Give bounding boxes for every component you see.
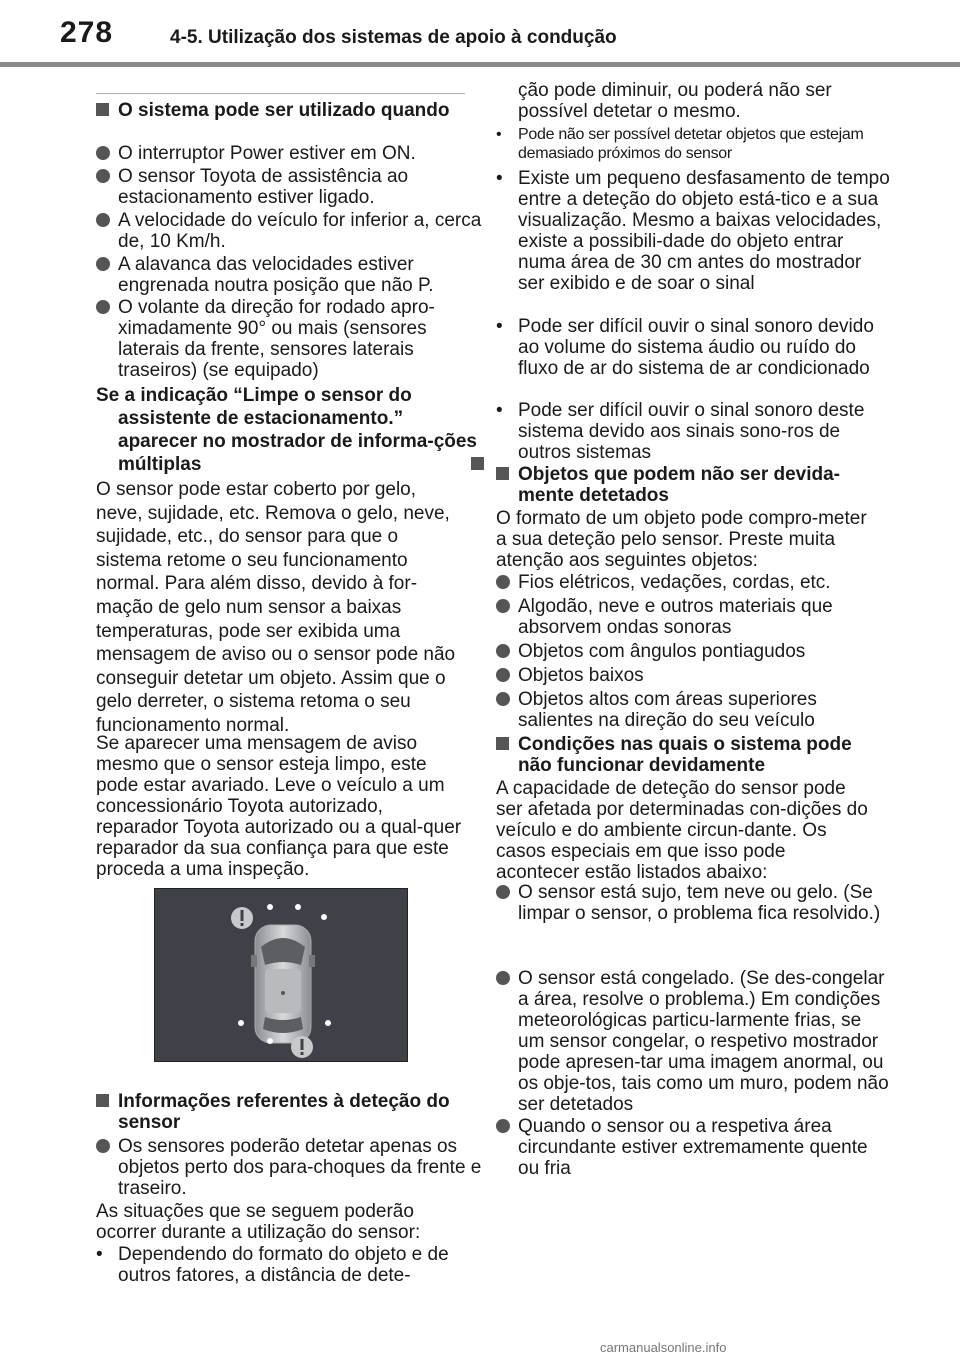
square-bullet-icon <box>496 734 518 755</box>
round-bullet-icon <box>496 572 518 593</box>
paragraph-detection-capacity: A capacidade de deteção do sensor pode ser afetada por determinadas con-dições do veículo e do ambiente circun-dante. Os casos especiais em que isso pode acontecer estão listados abaixo: <box>496 778 868 883</box>
list-item: • Dependendo do formato do objeto e de outros fatores, a distância de dete- <box>96 1244 449 1286</box>
watermark: carmanualsonline.info <box>600 1340 727 1355</box>
round-bullet-icon <box>496 968 518 989</box>
list-item: O sensor está sujo, tem neve ou gelo. (Se limpar o sensor, o problema fica resolvido.) <box>496 882 890 924</box>
list-item: Objetos com ângulos pontiagudos <box>496 641 890 662</box>
list-item: • Pode não ser possível detetar objetos que estejam demasiado próximos do sensor <box>496 126 864 162</box>
round-bullet-icon <box>96 1136 118 1157</box>
list-item: Objetos altos com áreas superiores salientes na direção do seu veículo <box>496 689 890 731</box>
page-number: 278 <box>60 16 114 49</box>
list-item: Quando o sensor ou a respetiva área circundante estiver extremamente quente ou fria <box>496 1116 890 1179</box>
list-item: Objetos baixos <box>496 665 890 686</box>
square-bullet-icon <box>496 464 518 485</box>
paragraph-object-shape: O formato de um objeto pode compro-meter a sua deteção pelo sensor. Preste muita atenção aos seguintes objetos: <box>496 508 867 571</box>
round-bullet-icon <box>496 689 518 710</box>
header-divider <box>0 62 960 67</box>
paragraph-continued: ção pode diminuir, ou poderá não ser possível detetar o mesmo. <box>518 80 832 122</box>
square-bullet-icon <box>96 1091 118 1112</box>
vehicle-sensor-illustration <box>155 889 407 1061</box>
list-item: Os sensores poderão detetar apenas os objetos perto dos para-choques da frente e traseiro. <box>96 1136 488 1199</box>
square-end-marker-icon <box>471 457 484 470</box>
round-bullet-icon <box>96 210 118 231</box>
round-bullet-icon <box>96 166 118 187</box>
heading-undetected-objects: Objetos que podem não ser devida-mente detetados <box>496 464 890 506</box>
vehicle-top-view-icon <box>251 925 315 1043</box>
list-item: O interruptor Power estiver em ON. <box>96 143 488 164</box>
section-title: 4-5. Utilização dos sistemas de apoio à condução <box>170 27 617 48</box>
round-bullet-icon <box>496 1116 518 1137</box>
list-item: Fios elétricos, vedações, cordas, etc. <box>496 572 890 593</box>
list-item: • Existe um pequeno desfasamento de tempo entre a deteção do objeto está-tico e a sua visualização. Mesmo a baixas velocidades, existe a possibili-dade do objeto entrar numa área de 30 cm antes do mostrador ser exibido e de soar o sinal <box>496 168 890 294</box>
list-item: O sensor está congelado. (Se des-congelar a área, resolve o problema.) Em condições meteorológicas particu-larmente frias, se um sensor congelar, o respetivo mostrador pode apresen-tar uma imagem anormal, ou os obje-tos, tais como um muro, podem não ser detetados <box>496 968 890 1115</box>
column-top-divider <box>96 93 465 94</box>
round-bullet-icon <box>96 143 118 164</box>
exclamation-icon <box>291 1036 313 1058</box>
sensor-display-figure <box>154 888 408 1062</box>
list-item: A alavanca das velocidades estiver engrenada noutra posição que não P. <box>96 254 488 296</box>
heading-malfunction-conditions: Condições nas quais o sistema pode não funcionar devidamente <box>496 734 890 776</box>
round-bullet-icon <box>96 254 118 275</box>
round-bullet-icon <box>496 882 518 903</box>
exclamation-icon <box>231 907 253 929</box>
round-bullet-icon <box>496 596 518 617</box>
list-item: O sensor Toyota de assistência ao estacionamento estiver ligado. <box>96 166 488 208</box>
list-item: • Pode ser difícil ouvir o sinal sonoro deste sistema devido aos sinais sono-ros de outros sistemas <box>496 400 865 463</box>
round-bullet-icon <box>496 665 518 686</box>
list-item: • Pode ser difícil ouvir o sinal sonoro devido ao volume do sistema áudio ou ruído do fluxo de ar do sistema de ar condicionado <box>496 316 874 379</box>
paragraph-situations: As situações que se seguem poderão ocorrer durante a utilização do sensor: <box>96 1201 421 1243</box>
list-item: Algodão, neve e outros materiais que absorvem ondas sonoras <box>496 596 890 638</box>
square-bullet-icon <box>96 100 118 121</box>
heading-clean-sensor-message: Se a indicação “Limpe o sensor do assistente de estacionamento.” aparecer no mostrador de informa-ções múltiplas <box>96 384 486 476</box>
heading-system-usable: O sistema pode ser utilizado quando <box>96 100 478 121</box>
list-item: O volante da direção for rodado apro-ximadamente 90° ou mais (sensores laterais da frente, sensores laterais traseiros) (se equipado) <box>96 297 488 381</box>
paragraph-sensor-covered: O sensor pode estar coberto por gelo, neve, sujidade, etc. Remova o gelo, neve, sujidade, etc., do sensor para que o sistema retome o seu funcionamento normal. Para além disso, devido à for-mação de gelo num sensor a baixas temperaturas, pode ser exibida uma mensagem de aviso ou o sensor pode não conseguir detetar um objeto. Assim que o gelo derreter, o sistema retoma o seu funcionamento normal. <box>96 479 456 736</box>
round-bullet-icon <box>496 641 518 662</box>
paragraph-sensor-malfunction: Se aparecer uma mensagem de aviso mesmo que o sensor esteja limpo, este pode estar avariado. Leve o veículo a um concessionário Toyota autorizado, reparador Toyota autorizado ou a qual-quer reparador da sua confiança para que este proceda a uma inspeção. <box>96 733 462 880</box>
round-bullet-icon <box>96 297 118 318</box>
page-header <box>0 0 960 68</box>
heading-detection-info: Informações referentes à deteção do sensor <box>96 1091 478 1133</box>
list-item: A velocidade do veículo for inferior a, cerca de, 10 Km/h. <box>96 210 488 252</box>
